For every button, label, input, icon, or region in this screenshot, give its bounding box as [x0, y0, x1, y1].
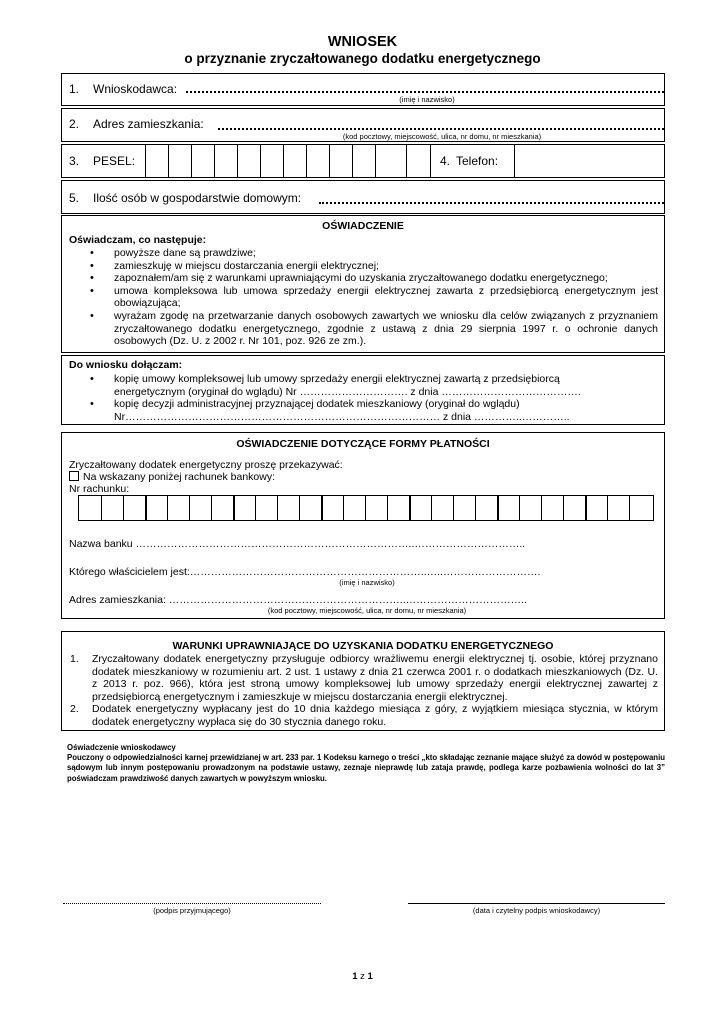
owner-hint: (imię i nazwisko) — [339, 578, 395, 587]
phone-input[interactable] — [514, 145, 664, 177]
checkbox-icon[interactable] — [69, 471, 79, 481]
field-applicant: 1. Wnioskodawca: (imię i nazwisko) — [61, 73, 665, 106]
list-item: 2. Dodatek energetyczny wypłacany jest do 10 dnia każdego miesiąca z góry, z wyjątkiem miesiąca stycznia, w którym dodatek energetyczny wypłaca się do 30 stycznia danego roku. — [70, 703, 658, 728]
page-number: 1 z 1 — [352, 971, 373, 982]
declaration-list — [62, 247, 658, 348]
owner-row[interactable]: Którego właścicielem jest:…………………………………………………………..…..………………………. — [69, 566, 541, 578]
list-item: • zamieszkuję w miejscu dostarczania energii elektrycznej; — [62, 260, 658, 273]
form-subtitle: o przyznanie zryczałtowanego dodatku energetycznego — [184, 51, 541, 66]
payment-address-row[interactable]: Adres zamieszkania: …………………………………………………………..…………………………….. — [69, 594, 527, 606]
list-item: 1. Zryczałtowany dodatek energetyczny przysługuje odbiorcy wrażliwemu energii elektrycznej tj. osobie, której przyznano dodatek mieszkaniowy w rozumieniu art. 2 ust. 1 ustawy z dnia 21 czerwca 2001 r. o dodatkach mieszkaniowych (Dz. U. z 2013 r. poz. 966), która jest stroną umowy kompleksowej lub umowy sprzedaży energii elektrycznej zawartej z przedsiębiorcą energetycznym i zamieszkuje w miejscu dostarczania energii elektrycznej. — [70, 653, 658, 703]
phone-label: Telefon: — [456, 154, 499, 168]
payment-section — [61, 432, 665, 619]
declaration-section — [61, 215, 665, 353]
applicant-signature-line[interactable] — [408, 903, 665, 904]
conditions-heading: WARUNKI UPRAWNIAJĄCE DO UZYSKANIA DODATKU ENERGETYCZNEGO — [172, 640, 554, 652]
payment-address-hint: (kod pocztowy, miejscowość, ulica, nr domu, nr mieszkania) — [267, 606, 467, 615]
conditions-list — [62, 653, 658, 729]
applicant-hint: (imię i nazwisko) — [399, 95, 455, 104]
list-item: • kopię decyzji administracyjnej przyznającej dodatek mieszkaniowy (oryginał do wglądu) Nr……………………………………………………………………………… z dnia …………..………….. — [62, 398, 658, 423]
attachments-list — [62, 373, 658, 423]
declaration-heading: OŚWIADCZENIE — [322, 220, 404, 232]
list-item: • kopię umowy kompleksowej lub umowy sprzedaży energii elektrycznej zawartą z przedsiębiorcą energetycznym (oryginał do wglądu) Nr …………………………. z dnia …………………………………. — [62, 373, 658, 398]
attachments-section — [61, 355, 665, 425]
pesel-input[interactable] — [145, 145, 407, 177]
declaration-intro: Oświadczam, co następuje: — [69, 234, 207, 246]
list-item: • powyższe dane są prawdziwe; — [62, 247, 658, 260]
field-pesel-phone: 3. PESEL: 4. Telefon: — [61, 144, 665, 178]
bank-name-row[interactable]: Nazwa banku ……………………………………………………………………..………………………….. — [69, 538, 526, 550]
applicant-label: Wnioskodawca: — [93, 82, 178, 96]
receiver-signature-line[interactable] — [63, 903, 321, 904]
applicant-input-line[interactable] — [186, 91, 664, 93]
household-label: Ilość osób w gospodarstwie domowym: — [93, 191, 302, 205]
form-title: WNIOSEK — [327, 34, 398, 50]
address-input-line[interactable] — [218, 128, 664, 130]
statement-title: Oświadczenie wnioskodawcy — [67, 743, 176, 752]
statement-text: Pouczony o odpowiedzialności karnej przewidzianej w art. 233 par. 1 Kodeksu karnego o treści „kto składając zeznanie mające służyć za dowód w postępowaniu sądowym lub innym postępowaniu prowadzonym na podstawie ustawy, zeznaje nieprawdę lub zataja prawdę, podlega karze pozbawienia wolności do lat 3” poświadczam prawdziwość danych zawartych w powyższym wniosku. — [67, 753, 665, 783]
address-label: Adres zamieszkania: — [93, 117, 204, 131]
account-number-input[interactable] — [78, 495, 654, 521]
field-household: 5. Ilość osób w gospodarstwie domowym: — [61, 180, 665, 214]
payment-line1: Zryczałtowany dodatek energetyczny proszę przekazywać: — [69, 459, 343, 471]
household-input-line[interactable] — [319, 202, 664, 204]
list-item: • wyrażam zgodę na przetwarzanie danych osobowych zawartych we wniosku dla celów związanych z przyznaniem zryczałtowanego dodatku energetycznego, zgodnie z ustawą z dnia 29 sierpnia 1997 r. o ochronie danych osobowych (Dz. U. z 2002 r. Nr 101, poz. 926 ze zm.). — [62, 310, 658, 348]
payment-checkbox-row[interactable]: Na wskazany poniżej rachunek bankowy: — [69, 471, 275, 483]
attachments-heading: Do wniosku dołączam: — [69, 359, 183, 371]
account-label: Nr rachunku: — [69, 483, 130, 495]
list-item: • umowa kompleksowa lub umowa sprzedaży energii elektrycznej zawarta z przedsiębiorcą energetycznym jest obowiązująca; — [62, 285, 658, 310]
payment-heading: OŚWIADCZENIE DOTYCZĄCE FORMY PŁATNOŚCI — [236, 438, 490, 450]
field-address: 2. Adres zamieszkania: (kod pocztowy, miejscowość, ulica, nr domu, nr mieszkania) — [61, 108, 665, 142]
list-item: • zapoznałem/am się z warunkami uprawniającymi do uzyskania zryczałtowanego dodatku energetycznego; — [62, 272, 658, 285]
applicant-signature-hint: (data i czytelny podpis wnioskodawcy) — [472, 906, 601, 915]
address-hint: (kod pocztowy, miejscowość, ulica, nr domu, nr mieszkania) — [342, 132, 542, 141]
pesel-label: PESEL: — [93, 154, 136, 168]
conditions-section — [61, 631, 665, 731]
receiver-signature-hint: (podpis przyjmującego) — [153, 906, 231, 915]
